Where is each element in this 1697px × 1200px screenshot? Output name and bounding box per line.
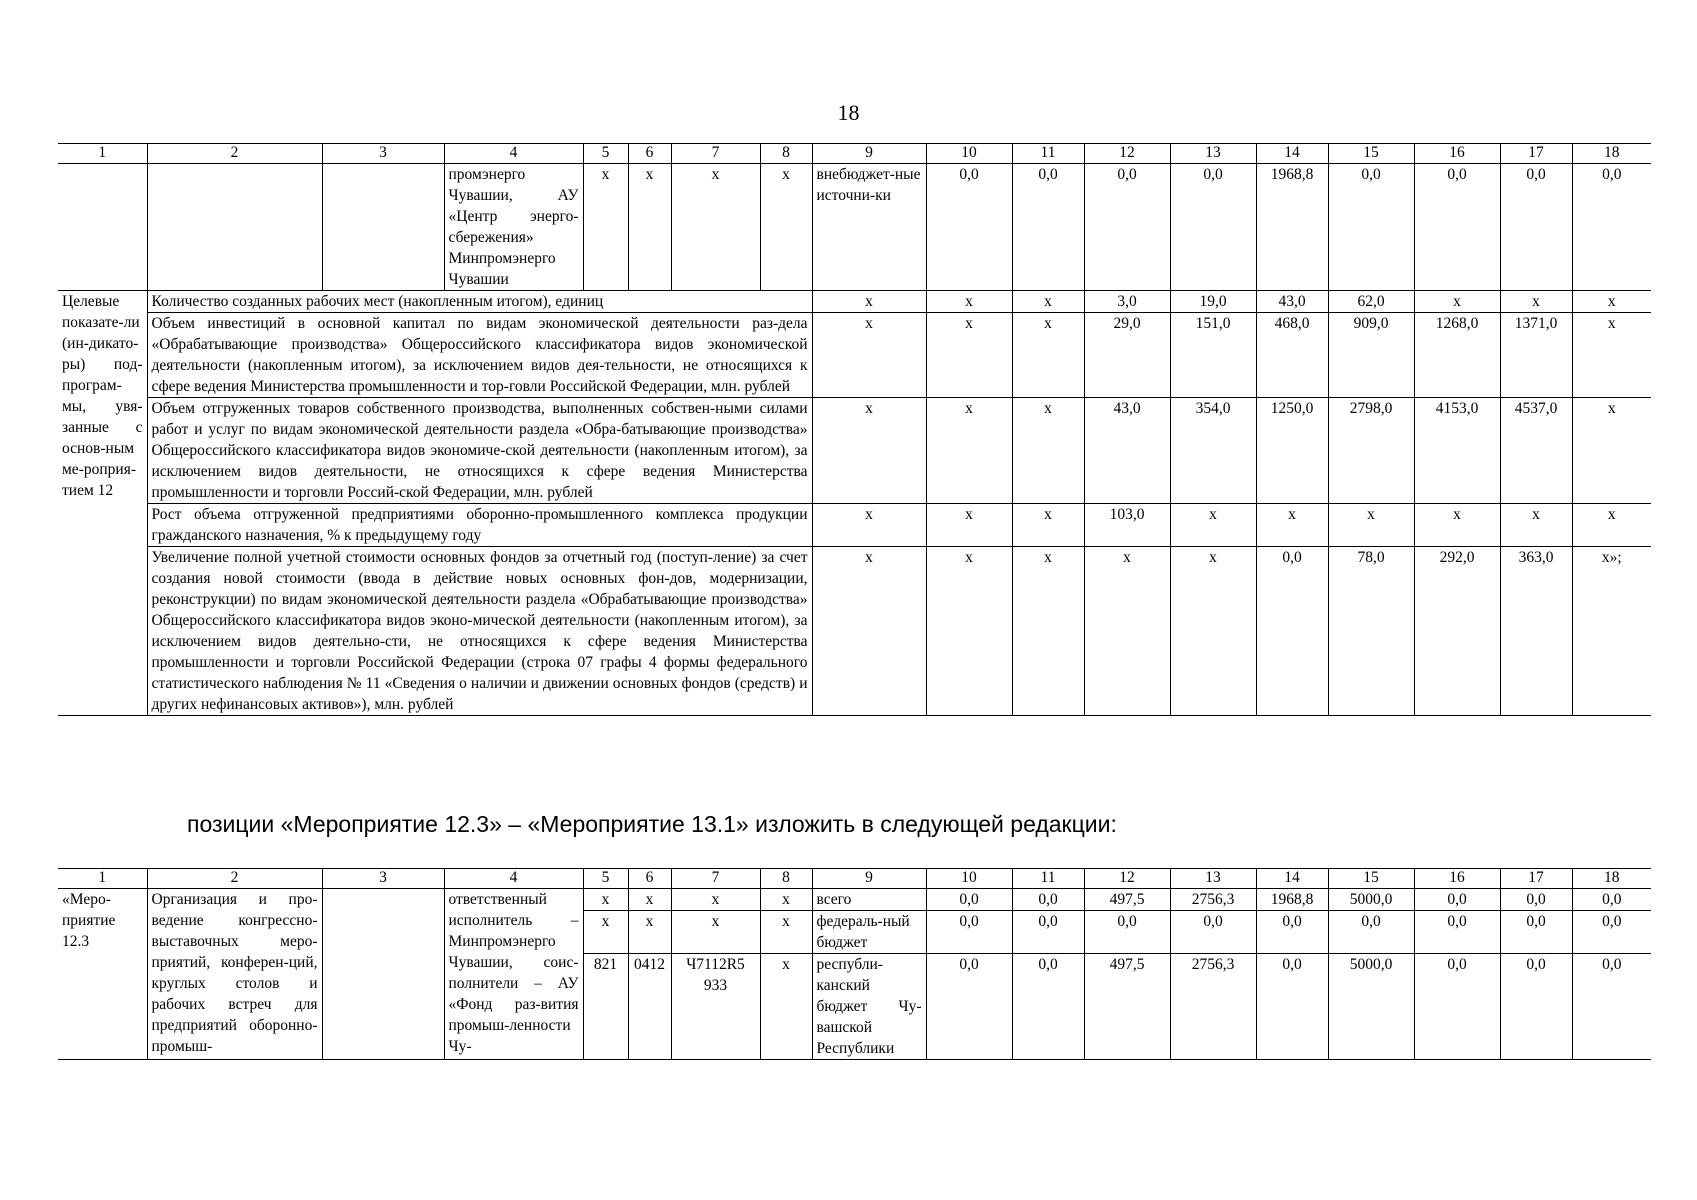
col-num: 6 bbox=[628, 144, 671, 164]
value-cell: 0,0 bbox=[1572, 911, 1651, 954]
indicator-value: x bbox=[1012, 547, 1084, 716]
indicator-value: x bbox=[926, 313, 1012, 398]
empty-cell bbox=[322, 164, 444, 291]
cell-c8: x bbox=[760, 164, 812, 291]
cell-c5: x bbox=[583, 911, 628, 954]
cell-c7: x bbox=[671, 911, 760, 954]
value-cell: 1968,8 bbox=[1256, 164, 1328, 291]
col-num: 14 bbox=[1256, 144, 1328, 164]
value-cell: 0,0 bbox=[1414, 164, 1500, 291]
indicator-value: 354,0 bbox=[1170, 398, 1256, 504]
indicator-text: Рост объема отгруженной предприятиями оборонно-промышленного комплекса продукции гражданского назначения, % к предыдущему году bbox=[147, 504, 812, 547]
value-cell: 2756,3 bbox=[1170, 889, 1256, 911]
value-cell: 497,5 bbox=[1084, 889, 1170, 911]
indicator-value: 62,0 bbox=[1328, 291, 1414, 313]
indicator-value: x bbox=[1572, 313, 1651, 398]
col-num: 16 bbox=[1414, 144, 1500, 164]
cell-c5: x bbox=[583, 164, 628, 291]
col-num: 13 bbox=[1170, 144, 1256, 164]
indicator-value: 29,0 bbox=[1084, 313, 1170, 398]
indicator-value: 103,0 bbox=[1084, 504, 1170, 547]
col-num: 1 bbox=[58, 869, 147, 889]
indicator-value: x bbox=[1328, 504, 1414, 547]
amendment-instruction: позиции «Мероприятие 12.3» – «Мероприятие 13.1» изложить в следующей редакции: bbox=[187, 811, 1117, 837]
indicator-value: 43,0 bbox=[1084, 398, 1170, 504]
value-cell: 0,0 bbox=[1012, 889, 1084, 911]
value-cell: 0,0 bbox=[1256, 954, 1328, 1060]
col-num: 12 bbox=[1084, 144, 1170, 164]
program-table-continued bbox=[58, 143, 1651, 716]
indicator-value: x bbox=[1012, 313, 1084, 398]
indicator-row bbox=[58, 398, 1651, 504]
column-number-row bbox=[58, 144, 1651, 164]
indicator-value: 1268,0 bbox=[1414, 313, 1500, 398]
empty-cell bbox=[58, 164, 147, 291]
col-num: 15 bbox=[1328, 869, 1414, 889]
value-cell: 0,0 bbox=[1500, 889, 1572, 911]
empty-cell bbox=[147, 164, 322, 291]
indicator-value: 363,0 bbox=[1500, 547, 1572, 716]
col-num: 14 bbox=[1256, 869, 1328, 889]
value-cell: 0,0 bbox=[926, 164, 1012, 291]
cell-c6: x bbox=[628, 911, 671, 954]
col-num: 9 bbox=[812, 869, 926, 889]
value-cell: 0,0 bbox=[1012, 954, 1084, 1060]
indicator-value: x»; bbox=[1572, 547, 1651, 716]
indicator-value: x bbox=[926, 291, 1012, 313]
indicator-value: 2798,0 bbox=[1328, 398, 1414, 504]
col-num: 13 bbox=[1170, 869, 1256, 889]
col-num: 5 bbox=[583, 144, 628, 164]
value-cell: 0,0 bbox=[1084, 164, 1170, 291]
col-num: 17 bbox=[1500, 869, 1572, 889]
col-num: 11 bbox=[1012, 869, 1084, 889]
indicator-text: Увеличение полной учетной стоимости основных фондов за отчетный год (поступ-ление) за счет создания новой стоимости (ввода в действие новых основных фон-дов, модернизации, реконструкции) по видам экономической деятельности раздела «Обрабатывающие производства» Общероссийского классификатора видов эконо-мической деятельности (накопленным итогом), за исключением видов деятельно-сти, не относящихся к сфере ведения Министерства промышленности и торговли Российской Федерации (строка 07 графы 4 формы федерального статистического наблюдения № 11 «Сведения о наличии и движении основных фондов (средств) и других нефинансовых активов»), млн. рублей bbox=[147, 547, 812, 716]
col-num: 7 bbox=[671, 144, 760, 164]
indicator-text: Объем отгруженных товаров собственного производства, выполненных собствен-ными силами работ и услуг по видам экономической деятельности раздела «Обра-батывающие производства» Общероссийского классификатора видов экономиче-ской деятельности (накопленным итогом), за исключением видов деятельности, не относящихся к сфере ведения Министерства промышленности и торговли Россий-ской Федерации, млн. рублей bbox=[147, 398, 812, 504]
cell-c5: 821 bbox=[583, 954, 628, 1060]
value-cell: 5000,0 bbox=[1328, 889, 1414, 911]
indicator-text: Количество созданных рабочих мест (накопленным итогом), единиц bbox=[147, 291, 812, 313]
col-num: 8 bbox=[760, 869, 812, 889]
indicator-value: x bbox=[812, 547, 926, 716]
value-cell: 1968,8 bbox=[1256, 889, 1328, 911]
col-num: 1 bbox=[58, 144, 147, 164]
indicator-value: x bbox=[1414, 291, 1500, 313]
indicator-value: x bbox=[1012, 291, 1084, 313]
event-name-cell: Организация и про-ведение конгрессно-выставочных меро-приятий, конферен-ций, круглых столов и рабочих встреч для предприятий оборонно-промыш- bbox=[147, 889, 322, 1060]
indicator-value: x bbox=[1572, 398, 1651, 504]
cell-c6: x bbox=[628, 164, 671, 291]
value-cell: 0,0 bbox=[1256, 911, 1328, 954]
col-num: 3 bbox=[322, 144, 444, 164]
indicator-value: 151,0 bbox=[1170, 313, 1256, 398]
indicator-value: 468,0 bbox=[1256, 313, 1328, 398]
col-num: 11 bbox=[1012, 144, 1084, 164]
value-cell: 5000,0 bbox=[1328, 954, 1414, 1060]
col-num: 2 bbox=[147, 869, 322, 889]
value-cell: 0,0 bbox=[1012, 911, 1084, 954]
indicator-value: 0,0 bbox=[1256, 547, 1328, 716]
cell-c6: x bbox=[628, 889, 671, 911]
indicator-row bbox=[58, 547, 1651, 716]
continued-row bbox=[58, 164, 1651, 291]
value-cell: 0,0 bbox=[1572, 954, 1651, 1060]
col-num: 10 bbox=[926, 144, 1012, 164]
col-num: 12 bbox=[1084, 869, 1170, 889]
indicator-value: x bbox=[1500, 291, 1572, 313]
funding-source-cell: всего bbox=[812, 889, 926, 911]
cell-c6: 0412 bbox=[628, 954, 671, 1060]
col-num: 2 bbox=[147, 144, 322, 164]
value-cell: 0,0 bbox=[1170, 911, 1256, 954]
indicator-value: x bbox=[812, 291, 926, 313]
value-cell: 497,5 bbox=[1084, 954, 1170, 1060]
value-cell: 2756,3 bbox=[1170, 954, 1256, 1060]
indicator-value: x bbox=[1572, 291, 1651, 313]
executor-cell: промэнерго Чувашии, АУ «Центр энерго-сбережения» Минпромэнерго Чувашии bbox=[444, 164, 583, 291]
indicator-value: 3,0 bbox=[1084, 291, 1170, 313]
indicator-value: x bbox=[1012, 504, 1084, 547]
value-cell: 0,0 bbox=[1012, 164, 1084, 291]
value-cell: 0,0 bbox=[1500, 164, 1572, 291]
indicator-value: 909,0 bbox=[1328, 313, 1414, 398]
indicator-value: 1250,0 bbox=[1256, 398, 1328, 504]
col-num: 9 bbox=[812, 144, 926, 164]
value-cell: 0,0 bbox=[1328, 164, 1414, 291]
funding-source-cell: республи-канский бюджет Чу-вашской Республики bbox=[812, 954, 926, 1060]
col-num: 8 bbox=[760, 144, 812, 164]
col-num: 3 bbox=[322, 869, 444, 889]
event-number-cell: «Меро-приятие 12.3 bbox=[58, 889, 147, 1060]
value-cell: 0,0 bbox=[1572, 164, 1651, 291]
value-cell: 0,0 bbox=[1500, 954, 1572, 1060]
col-num: 7 bbox=[671, 869, 760, 889]
indicator-value: x bbox=[926, 547, 1012, 716]
executor-cell: ответственный исполнитель – Минпромэнерго Чувашии, соис-полнители – АУ «Фонд раз-вития промыш-ленности Чу- bbox=[444, 889, 583, 1060]
indicator-value: 4537,0 bbox=[1500, 398, 1572, 504]
indicator-text: Объем инвестиций в основной капитал по видам экономической деятельности раз-дела «Обрабатывающие производства» Общероссийского классификатора видов экономической деятельности (накопленным итогом), за исключением видов дея-тельности, не относящихся к сфере ведения Министерства промышленности и тор-говли Российской Федерации, млн. рублей bbox=[147, 313, 812, 398]
empty-cell bbox=[322, 889, 444, 1060]
value-cell: 0,0 bbox=[1170, 164, 1256, 291]
indicator-value: x bbox=[1084, 547, 1170, 716]
value-cell: 0,0 bbox=[1500, 911, 1572, 954]
cell-c8: x bbox=[760, 889, 812, 911]
indicator-row bbox=[58, 313, 1651, 398]
indicator-value: 4153,0 bbox=[1414, 398, 1500, 504]
indicator-value: x bbox=[926, 398, 1012, 504]
col-num: 16 bbox=[1414, 869, 1500, 889]
indicator-row bbox=[58, 291, 1651, 313]
indicator-value: x bbox=[1012, 398, 1084, 504]
col-num: 15 bbox=[1328, 144, 1414, 164]
indicator-value: 19,0 bbox=[1170, 291, 1256, 313]
cell-c8: x bbox=[760, 954, 812, 1060]
cell-c7: Ч7112R5 933 bbox=[671, 954, 760, 1060]
indicator-value: x bbox=[1256, 504, 1328, 547]
col-num: 6 bbox=[628, 869, 671, 889]
indicator-value: x bbox=[1170, 547, 1256, 716]
value-cell: 0,0 bbox=[926, 911, 1012, 954]
col-num: 5 bbox=[583, 869, 628, 889]
value-cell: 0,0 bbox=[1414, 954, 1500, 1060]
page-number: 18 bbox=[837, 100, 860, 125]
value-cell: 0,0 bbox=[1328, 911, 1414, 954]
indicator-row bbox=[58, 504, 1651, 547]
indicator-value: x bbox=[926, 504, 1012, 547]
value-cell: 0,0 bbox=[1084, 911, 1170, 954]
col-num: 10 bbox=[926, 869, 1012, 889]
targets-label-cell: Целевые показате-ли (ин-дикато-ры) под-програм-мы, увя-занные с основ-ным ме-роприя-тием 12 bbox=[58, 291, 147, 716]
col-num: 4 bbox=[444, 869, 583, 889]
value-cell: 0,0 bbox=[1572, 889, 1651, 911]
indicator-value: x bbox=[1170, 504, 1256, 547]
indicator-value: x bbox=[812, 398, 926, 504]
funding-source-cell: федераль-ный бюджет bbox=[812, 911, 926, 954]
cell-c7: x bbox=[671, 164, 760, 291]
indicator-value: x bbox=[1500, 504, 1572, 547]
indicator-value: x bbox=[1572, 504, 1651, 547]
value-cell: 0,0 bbox=[1414, 911, 1500, 954]
funding-source-cell: внебюджет-ные источни-ки bbox=[812, 164, 926, 291]
cell-c7: x bbox=[671, 889, 760, 911]
program-table-new-edition bbox=[58, 868, 1651, 1060]
indicator-value: 78,0 bbox=[1328, 547, 1414, 716]
col-num: 18 bbox=[1572, 144, 1651, 164]
value-cell: 0,0 bbox=[1414, 889, 1500, 911]
indicator-value: x bbox=[812, 313, 926, 398]
value-cell: 0,0 bbox=[926, 954, 1012, 1060]
indicator-value: 1371,0 bbox=[1500, 313, 1572, 398]
indicator-value: x bbox=[1414, 504, 1500, 547]
indicator-value: x bbox=[812, 504, 926, 547]
column-number-row bbox=[58, 869, 1651, 889]
funding-row-total bbox=[58, 889, 1651, 911]
cell-c5: x bbox=[583, 889, 628, 911]
value-cell: 0,0 bbox=[926, 889, 1012, 911]
col-num: 4 bbox=[444, 144, 583, 164]
indicator-value: 43,0 bbox=[1256, 291, 1328, 313]
col-num: 18 bbox=[1572, 869, 1651, 889]
indicator-value: 292,0 bbox=[1414, 547, 1500, 716]
col-num: 17 bbox=[1500, 144, 1572, 164]
cell-c8: x bbox=[760, 911, 812, 954]
